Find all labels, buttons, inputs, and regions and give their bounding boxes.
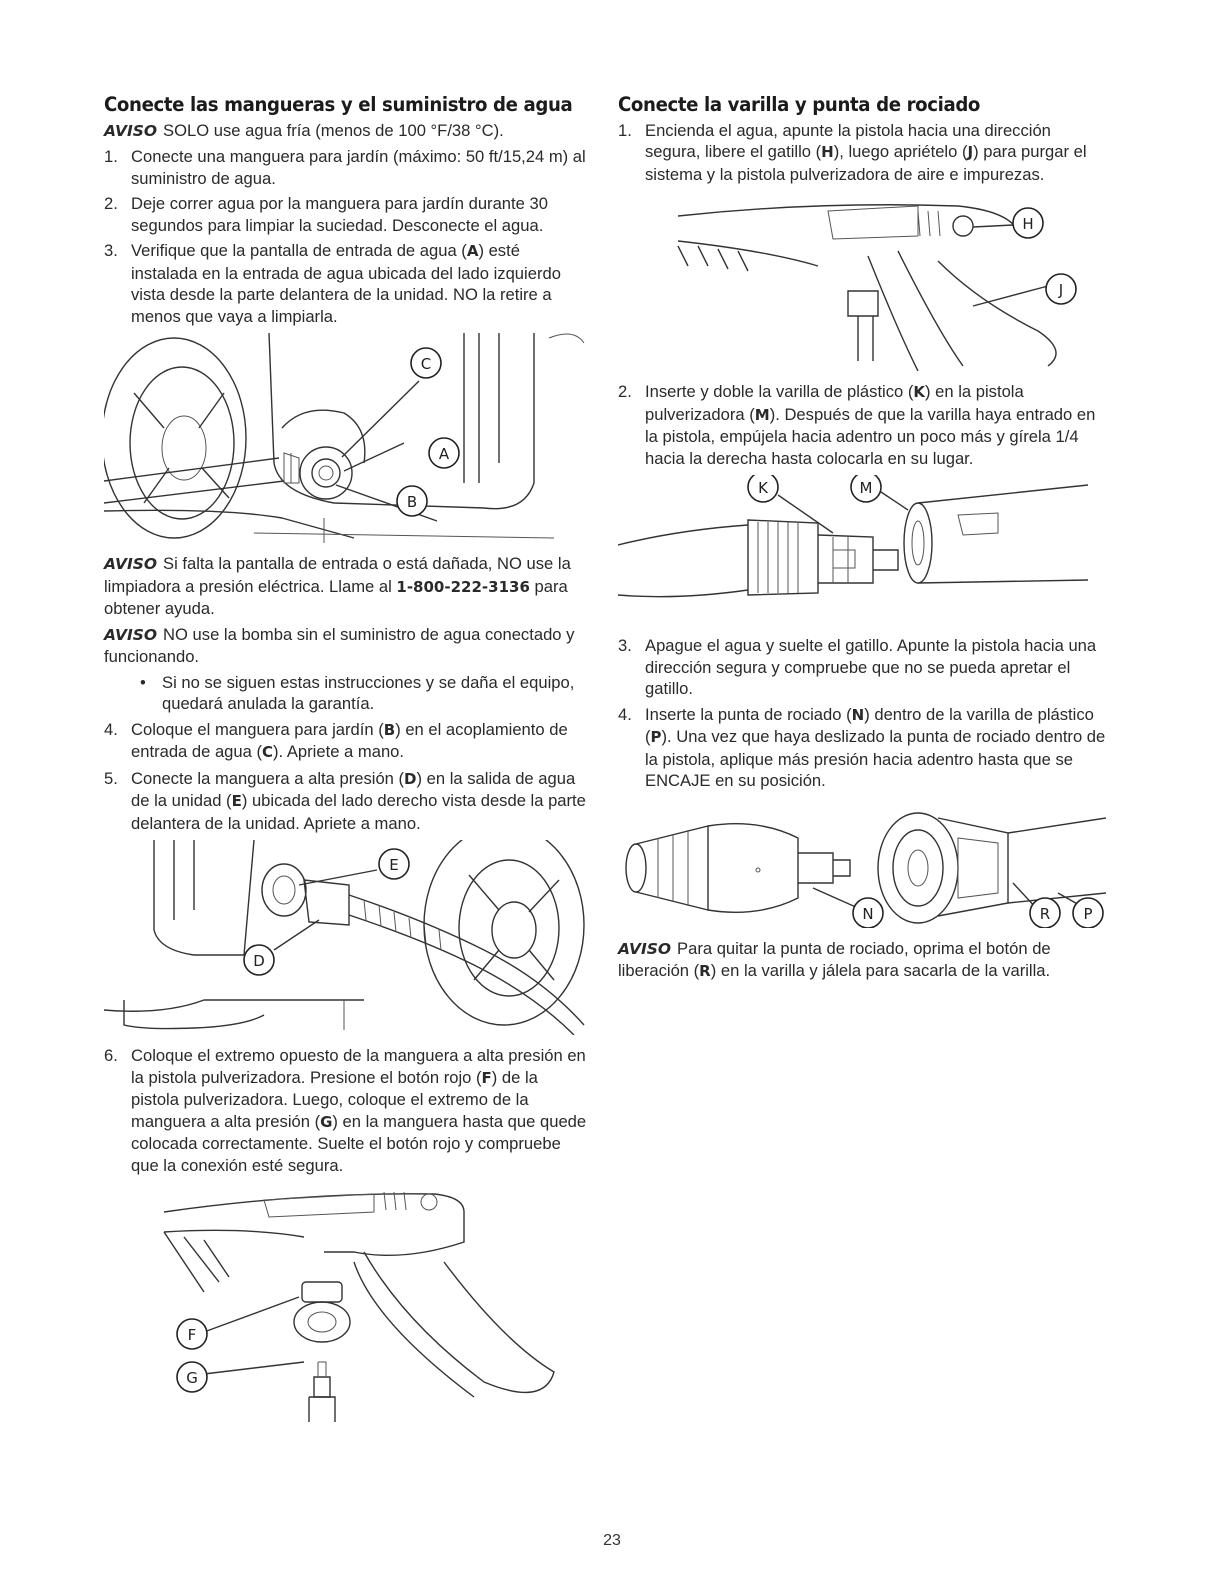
key-letter: D [404, 769, 417, 788]
step-number: 1. [104, 147, 118, 166]
svg-text:H: H [1022, 215, 1034, 233]
page-number: 23 [603, 1532, 621, 1549]
step-number: 2. [104, 194, 118, 213]
callout-j-label [1046, 274, 1076, 304]
aviso-cold-water [104, 120, 590, 143]
callout-k-label [748, 475, 778, 502]
step-text: Apague el agua y suelte el gatillo. Apunte la pistola hacia una dirección segura y compruebe que no se pueda apretar el gatillo. [645, 636, 1097, 698]
figure-inlet-connection [104, 333, 590, 543]
svg-text:C: C [420, 355, 432, 373]
step-text: Conecte una manguera para jardín (máximo: 50 ft/15,24 m) al suministro de agua. [131, 147, 586, 188]
svg-text:B: B [406, 493, 418, 511]
key-letter: N [851, 705, 865, 724]
aviso-label: AVISO [104, 121, 158, 140]
aviso-text: ) en la varilla y jálela para sacarla de la varilla. [710, 961, 1051, 980]
key-letter: B [383, 720, 396, 739]
callout-c-label [411, 348, 441, 378]
figure-gun-hose-connection [104, 1182, 590, 1422]
aviso-text: Si falta la pantalla de entrada o está dañada, NO use la limpiadora a presión eléctrica. Llame al [104, 554, 571, 596]
step-number: 1. [618, 120, 632, 140]
step-text: ). Después de que la varilla haya entrado en la pistola, empújela hacia adentro un poco más y gírela 1/4 hacia la derecha hasta colocarla en su lugar. [645, 404, 1096, 468]
callout-r-label [1030, 898, 1060, 928]
step-number: 4. [104, 719, 118, 739]
svg-text:A: A [438, 445, 450, 463]
step-number: 4. [618, 704, 632, 724]
callout-d-label [244, 945, 274, 975]
step-text: Deje correr agua por la manguera para jardín durante 30 segundos para limpiar la suciedad. Desconecte el agua. [131, 194, 548, 235]
svg-text:F: F [187, 1326, 197, 1344]
step-text: ). Una vez que haya deslizado la punta de rociado dentro de la pistola, aplique más presión hacia adentro hasta que se ENCAJE en su posición. [645, 727, 1106, 790]
svg-text:E: E [389, 856, 399, 874]
aviso-text: NO use la bomba sin el suministro de agua conectado y funcionando. [104, 624, 575, 666]
key-letter: F [481, 1068, 492, 1087]
figure-nozzle-insert [618, 798, 1106, 928]
step-1-purge-air [618, 120, 1106, 186]
svg-text:M: M [859, 479, 873, 497]
step-2-flush [104, 193, 590, 236]
aviso-text: para obtener ayuda. [104, 576, 568, 618]
callout-p-label [1073, 898, 1103, 928]
svg-text:R: R [1039, 904, 1051, 923]
aviso-label: AVISO [618, 939, 672, 958]
step-text: ). Apriete a mano. [273, 742, 405, 761]
step-number: 3. [104, 241, 118, 260]
step-text: Encienda el agua, apunte la pistola hacia una dirección segura, libere el gatillo ( [645, 120, 1051, 161]
warranty-bullet [104, 672, 590, 715]
step-2-insert-wand [618, 381, 1106, 469]
left-heading: Conecte las mangueras y el suministro de agua [104, 93, 573, 116]
key-letter: M [754, 405, 770, 424]
svg-text:G: G [186, 1369, 198, 1387]
step-5-high-pressure-hose [104, 768, 590, 835]
key-letter: E [231, 792, 242, 810]
bullet-dot: • [140, 672, 146, 692]
step-text: ) en la salida de agua de la unidad ( [131, 768, 576, 810]
step-4-attach-hose [104, 719, 590, 764]
support-phone: 1-800-222-3136 [396, 577, 530, 596]
step-3-inlet-screen [104, 240, 590, 327]
step-number: 6. [104, 1046, 118, 1065]
callout-m-label [851, 475, 881, 502]
figure-gun-trigger [618, 191, 1106, 371]
step-text: Conecte la manguera a alta presión ( [131, 768, 405, 788]
step-text: ) dentro de la varilla de plástico ( [645, 704, 1094, 746]
right-column [618, 94, 1106, 987]
aviso-remove-nozzle [618, 938, 1106, 983]
key-letter: H [821, 143, 834, 161]
bullet-text: Si no se siguen estas instrucciones y se daña el equipo, quedará anulada la garantía. [162, 672, 575, 713]
svg-text:D: D [253, 952, 265, 970]
step-6-connect-gun [104, 1045, 590, 1176]
step-text: Inserte y doble la varilla de plástico ( [645, 382, 914, 401]
step-text: Inserte la punta de rociado ( [645, 704, 852, 724]
aviso-label: AVISO [104, 555, 158, 573]
key-letter: C [262, 743, 274, 761]
step-3-release-trigger [618, 635, 1106, 700]
callout-n-label [853, 898, 883, 928]
aviso-missing-screen [104, 553, 590, 620]
callout-a-label [429, 438, 459, 468]
step-text: ) en la manguera hasta que quede colocada correctamente. Suelte el botón rojo y compruebe que la conexión esté segura. [131, 1111, 587, 1175]
step-text: ) ubicada del lado derecho vista desde la parte delantera de la unidad. Apriete a mano. [131, 791, 586, 833]
svg-text:J: J [1058, 281, 1064, 299]
step-1-garden-hose [104, 146, 590, 189]
step-text: Verifique que la pantalla de entrada de agua ( [131, 241, 467, 260]
key-letter: J [967, 143, 974, 161]
step-text: Coloque el manguera para jardín ( [131, 719, 384, 739]
right-heading: Conecte la varilla y punta de rociado [618, 93, 981, 116]
aviso-text: Para quitar la punta de rociado, oprima el botón de liberación ( [618, 938, 1051, 980]
svg-text:P: P [1083, 904, 1093, 923]
callout-e-label [379, 849, 409, 879]
step-text: ) para purgar el sistema y la pistola pulverizadora de aire e impurezas. [645, 142, 1087, 184]
aviso-no-water [104, 624, 590, 668]
step-text: ) de la pistola pulverizadora. Luego, coloque el extremo de la manguera a alta presión ( [131, 1067, 538, 1131]
key-letter: A [466, 242, 479, 260]
step-text: ) en la pistola pulverizadora ( [645, 382, 1024, 424]
left-column [104, 94, 590, 1432]
step-4-insert-nozzle [618, 704, 1106, 792]
svg-text:N: N [862, 904, 874, 923]
callout-g-label [177, 1362, 207, 1392]
step-number: 3. [618, 636, 632, 655]
figure-outlet-connection [104, 840, 590, 1035]
key-letter: P [650, 728, 662, 746]
step-text: ) esté instalada en la entrada de agua ubicada del lado izquierdo vista desde la parte delantera de la unidad. NO la retire a menos que vaya a limpiarla. [131, 241, 561, 326]
step-text: ) en el acoplamiento de entrada de agua ( [131, 719, 568, 761]
callout-h-label [1013, 208, 1043, 238]
callout-f-label [177, 1319, 207, 1349]
step-number: 5. [104, 768, 118, 788]
step-text: ), luego apriételo ( [833, 142, 968, 161]
step-text: Coloque el extremo opuesto de la manguera a alta presión en la pistola pulverizadora. Presione el botón rojo ( [131, 1046, 586, 1087]
key-letter: R [699, 962, 711, 980]
aviso-label: AVISO [104, 625, 158, 644]
key-letter: K [913, 383, 926, 401]
callout-b-label [397, 486, 427, 516]
step-number: 2. [618, 382, 632, 401]
key-letter: G [320, 1112, 333, 1131]
figure-wand-insert [618, 475, 1106, 625]
svg-text:K: K [758, 479, 768, 497]
aviso-text: SOLO use agua fría (menos de 100 °F/38 °C). [163, 120, 504, 140]
